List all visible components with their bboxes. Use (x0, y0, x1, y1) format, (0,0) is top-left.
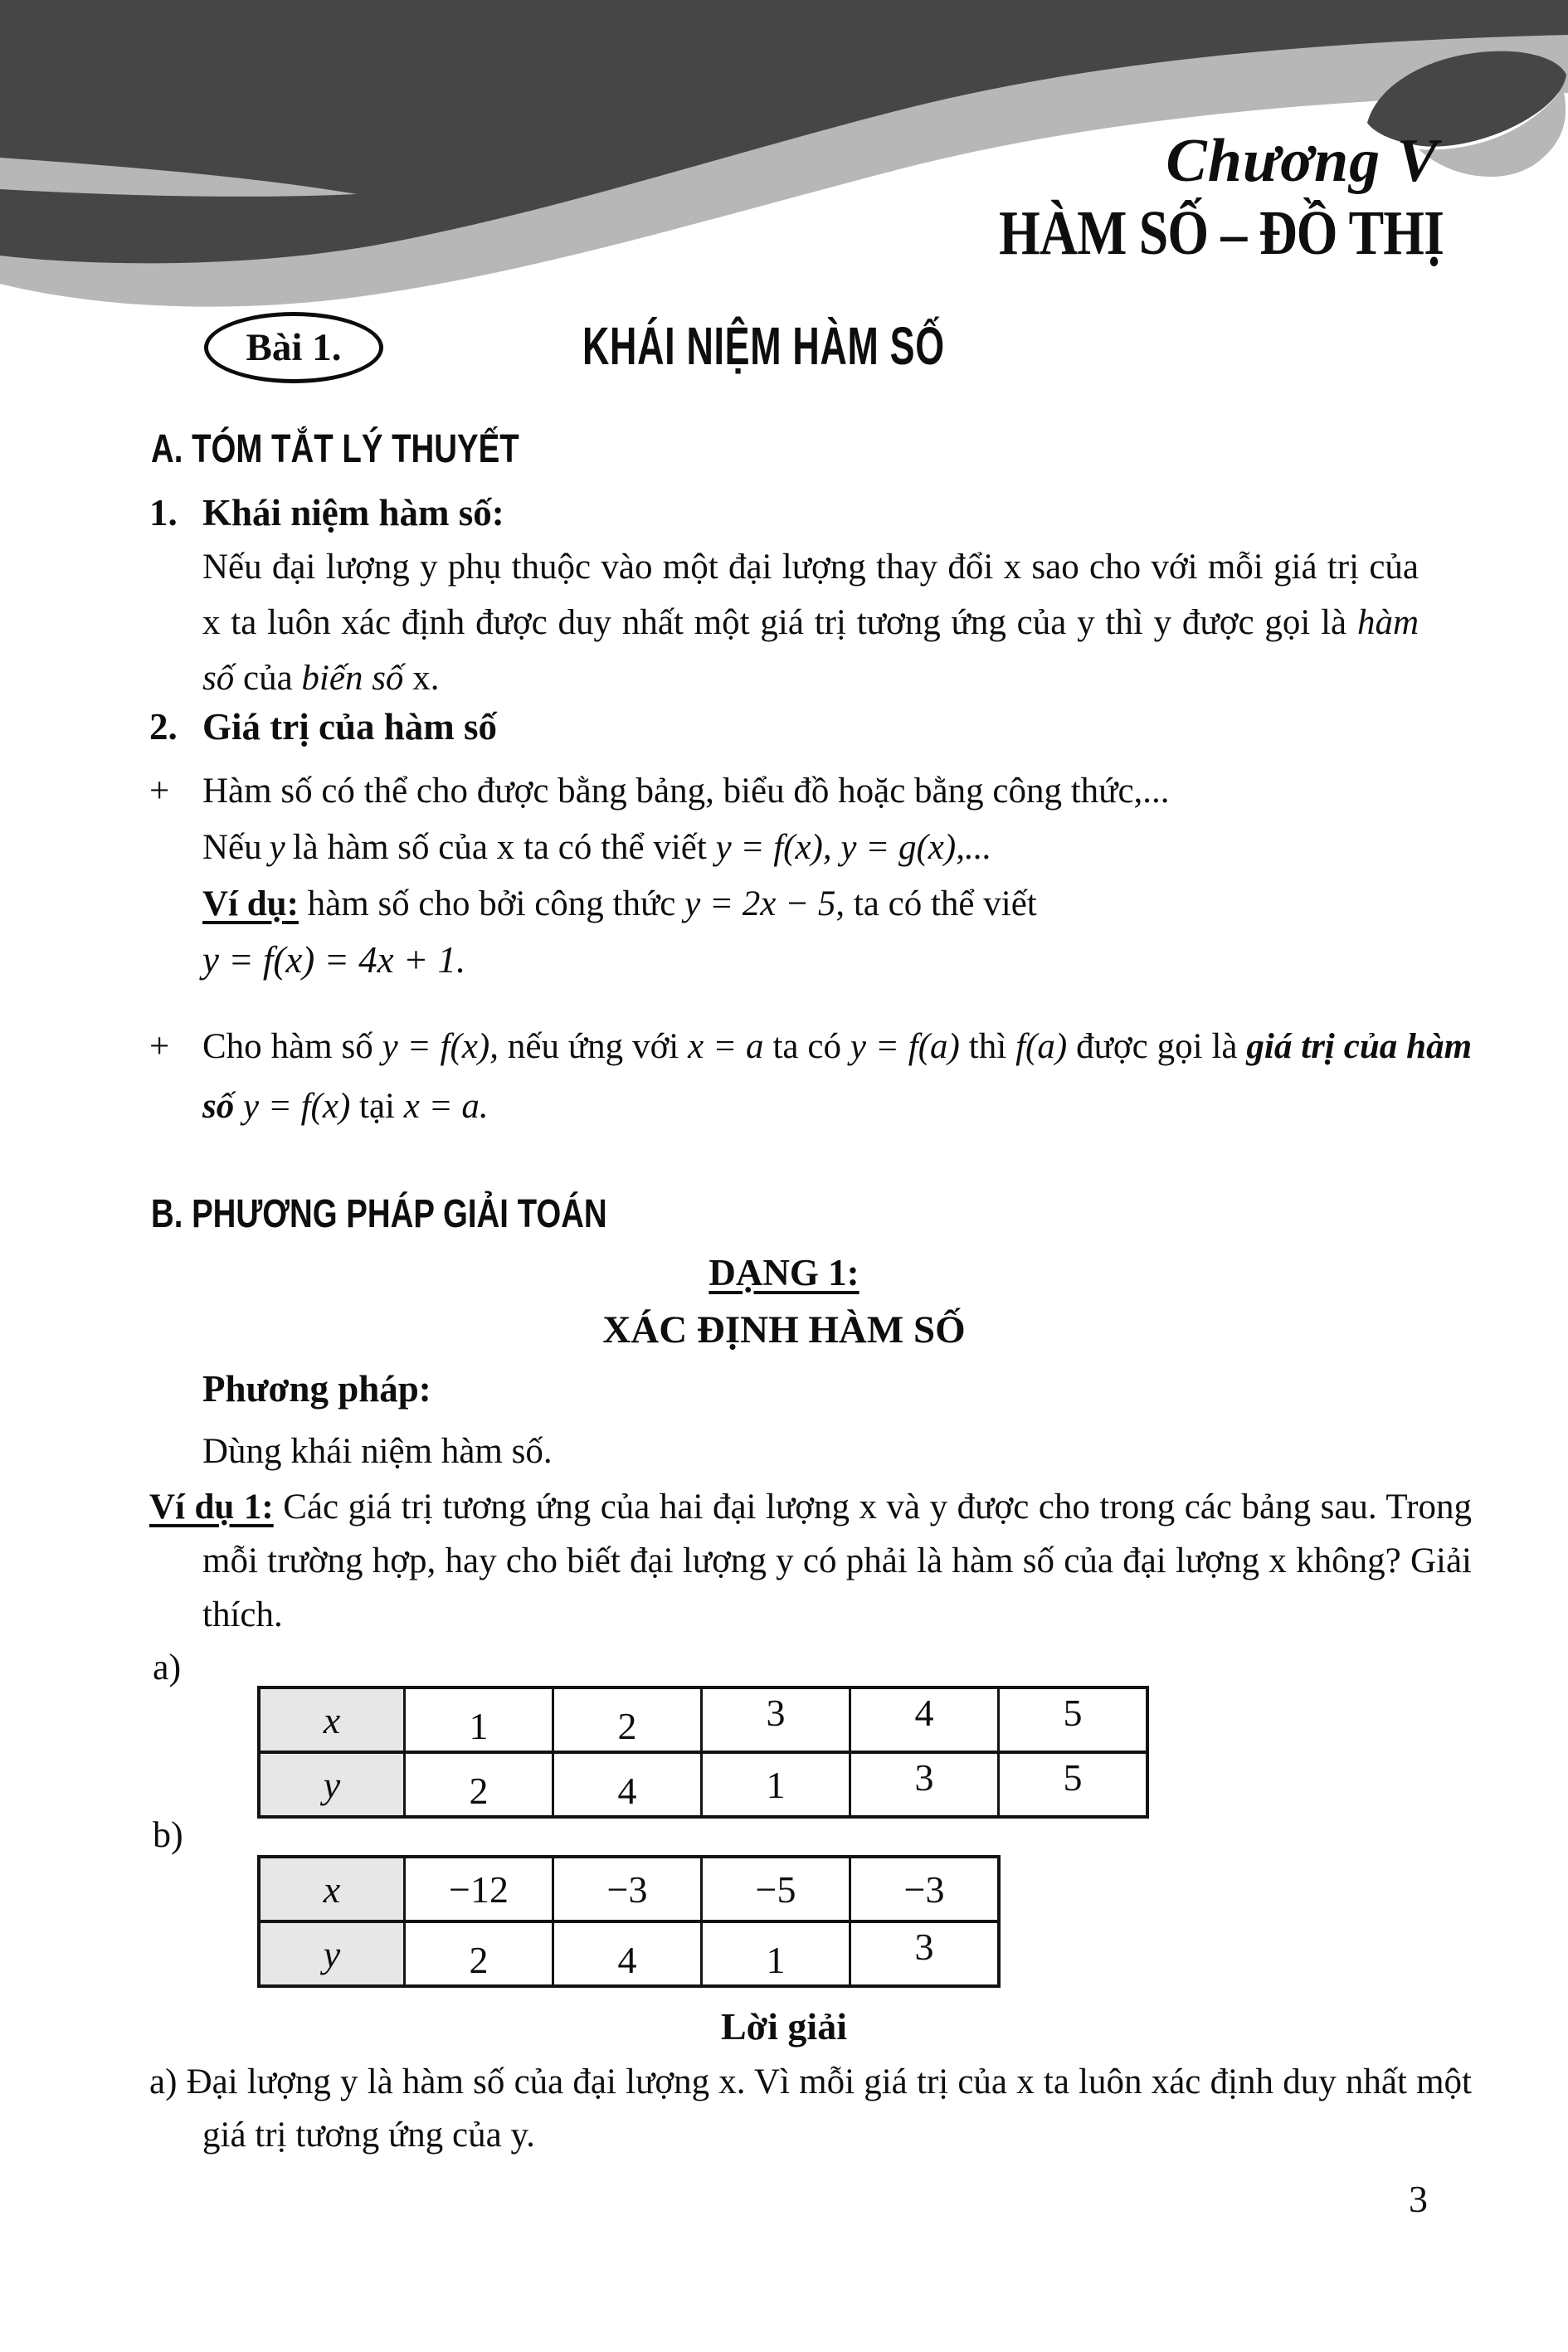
term-gia-tri-ham-so: giá trị của hàm số (202, 1027, 1473, 1126)
table-a-y-1: 4 (617, 1769, 637, 1812)
table-b-y-1: 4 (617, 1938, 637, 1981)
bullet-2 (149, 1017, 1472, 1137)
solution-heading: Lời giải (721, 2005, 847, 2048)
table-a-cell (553, 1752, 702, 1817)
math-x-a-2: x = a. (403, 1087, 489, 1126)
bullet-2-text: ta có (763, 1027, 850, 1066)
example-label: Ví dụ: (202, 884, 299, 923)
table-a-x-4: 5 (1063, 1691, 1083, 1734)
table-a-y-label: y (323, 1763, 341, 1806)
table-b-cell (553, 1857, 702, 1921)
table-a-y-2: 1 (766, 1763, 786, 1806)
method-label: Phương pháp: (202, 1368, 431, 1410)
notation-line (202, 820, 991, 875)
list-b-label: b) (153, 1814, 183, 1855)
table-a-x-1: 2 (617, 1704, 637, 1747)
list-a-label: a) (153, 1647, 182, 1687)
table-a-cell (999, 1687, 1148, 1752)
lesson-title: KHÁI NIỆM HÀM SỐ (582, 316, 945, 376)
table-b-x-2: −5 (755, 1867, 796, 1911)
table-b-x-0: −12 (449, 1867, 509, 1911)
page-number: 3 (1409, 2178, 1428, 2220)
example-text: hàm số cho bởi công thức (298, 884, 685, 923)
example-line (202, 876, 1037, 932)
table-a-cell (850, 1752, 999, 1817)
table-a-cell (702, 1687, 850, 1752)
table-a-x-0: 1 (469, 1704, 489, 1747)
theory-item-1-heading (149, 491, 504, 534)
table-a-x-2: 3 (766, 1691, 786, 1734)
theory-item-2-number: 2. (149, 706, 178, 747)
dang-1-row (149, 1251, 1419, 1294)
bullet-2-text: tại (350, 1087, 404, 1126)
table-a-y-4: 5 (1063, 1755, 1083, 1799)
table-b-row-x (259, 1857, 999, 1921)
bullet-2-text: nếu ứng với (498, 1027, 689, 1066)
section-b-heading: B. PHƯƠNG PHÁP GIẢI TOÁN (151, 1192, 607, 1236)
lesson-badge-label: Bài 1. (246, 326, 342, 369)
theory-item-1-number: 1. (149, 492, 178, 533)
table-b-y-label: y (323, 1932, 341, 1975)
table-b (257, 1855, 1001, 1988)
table-a-cell (405, 1687, 553, 1752)
table-a-cell (999, 1752, 1148, 1817)
table-a-y-header (259, 1752, 405, 1817)
example-1-paragraph (149, 1480, 1472, 1642)
example-1-label: Ví dụ 1: (149, 1488, 274, 1527)
term-ham-so: hàm số (202, 603, 1419, 698)
notation-text: Nếu (202, 828, 262, 867)
math-y-fx-2: y = f(x) (242, 1087, 351, 1126)
math-y: y (269, 828, 285, 867)
table-b-cell (405, 1857, 553, 1921)
bullet-2-text: Cho hàm số (202, 1027, 382, 1066)
table-b-cell (850, 1857, 1000, 1921)
notation-text: là hàm số của x ta có thể viết (292, 828, 716, 867)
theory-item-2-title: Giá trị của hàm số (202, 706, 497, 747)
table-a-y-0: 2 (469, 1769, 489, 1812)
example-text: , ta có thể viết (835, 884, 1037, 923)
table-b-y-3: 3 (914, 1925, 934, 1968)
table-a-x-3: 4 (914, 1691, 934, 1734)
table-b-x-header (259, 1857, 405, 1921)
math-2x-5: y = 2x − 5 (684, 884, 836, 923)
table-b-x-3: −3 (903, 1867, 945, 1911)
dang-1-title: XÁC ĐỊNH HÀM SỐ (602, 1308, 966, 1351)
chapter-title: HÀM SỐ – ĐỒ THỊ (998, 198, 1444, 268)
table-b-y-header (259, 1921, 405, 1986)
example-1-text: Các giá trị tương ứng của hai đại lượng x và y được cho trong các bảng sau. Trong mỗi trường hợp, hay cho biết đại lượng y có phải là hàm số của đại lượng x không? Giải thích. (202, 1488, 1472, 1634)
table-b-x-1: −3 (606, 1867, 648, 1911)
table-a-cell (702, 1752, 850, 1817)
table-b-cell (702, 1921, 850, 1986)
method-text: Dùng khái niệm hàm số. (202, 1432, 553, 1471)
table-b-row-y (259, 1921, 999, 1986)
math-x-a: x = a (688, 1027, 764, 1066)
dang-1-label: DẠNG 1: (709, 1252, 859, 1293)
table-b-y-2: 1 (766, 1938, 786, 1981)
table-a-row-x (259, 1687, 1147, 1752)
definition-text: của (234, 659, 302, 698)
table-a-y-3: 3 (914, 1755, 934, 1799)
table-b-cell (850, 1921, 1000, 1986)
section-a-heading: A. TÓM TẮT LÝ THUYẾT (151, 427, 519, 471)
math-fx-gx: y = f(x), y = g(x),... (715, 828, 992, 867)
table-a-row-y (259, 1752, 1147, 1817)
table-a-x-header (259, 1687, 405, 1752)
term-bien-so: biến số (301, 659, 404, 698)
table-b-y-0: 2 (469, 1938, 489, 1981)
bullet-2-text: được gọi là (1067, 1027, 1247, 1066)
table-a (257, 1686, 1149, 1819)
solution-a-paragraph (149, 2056, 1472, 2162)
theory-item-1-title: Khái niệm hàm số: (202, 492, 504, 533)
bullet-1 (149, 763, 1419, 819)
bullet-2-text: thì (959, 1027, 1016, 1066)
bullet-1-marker: + (149, 772, 170, 811)
lesson-badge (204, 312, 383, 383)
math-fa: f(a) (1015, 1027, 1068, 1066)
math-y-fa: y = f(a) (850, 1027, 960, 1066)
table-b-x-label: x (323, 1867, 341, 1911)
table-a-cell (553, 1687, 702, 1752)
definition-text: x. (403, 659, 440, 698)
formula-line: y = f(x) = 4x + 1. (202, 939, 466, 981)
table-a-cell (405, 1752, 553, 1817)
solution-a-label: a) (149, 2062, 178, 2101)
table-a-x-label: x (323, 1698, 341, 1741)
bullet-1-text: Hàm số có thể cho được bằng bảng, biểu đồ hoặc bằng công thức,... (202, 772, 1170, 811)
definition-text: Nếu đại lượng y phụ thuộc vào một đại lượng thay đổi x sao cho với mỗi giá trị của x ta luôn xác định được duy nhất một giá trị tương ứng của y thì y được gọi là (202, 548, 1419, 642)
bullet-2-marker: + (149, 1027, 170, 1066)
definition-paragraph (202, 539, 1419, 706)
table-b-cell (553, 1921, 702, 1986)
table-a-cell (850, 1687, 999, 1752)
table-b-cell (405, 1921, 553, 1986)
solution-a-text: Đại lượng y là hàm số của đại lượng x. Vì mỗi giá trị của x ta luôn xác định duy nhất một giá trị tương ứng của y. (177, 2062, 1472, 2155)
math-y-fx: y = f(x), (382, 1027, 499, 1066)
chapter-label: Chương V (1166, 127, 1439, 195)
table-b-cell (702, 1857, 850, 1921)
theory-item-2-heading (149, 705, 497, 748)
